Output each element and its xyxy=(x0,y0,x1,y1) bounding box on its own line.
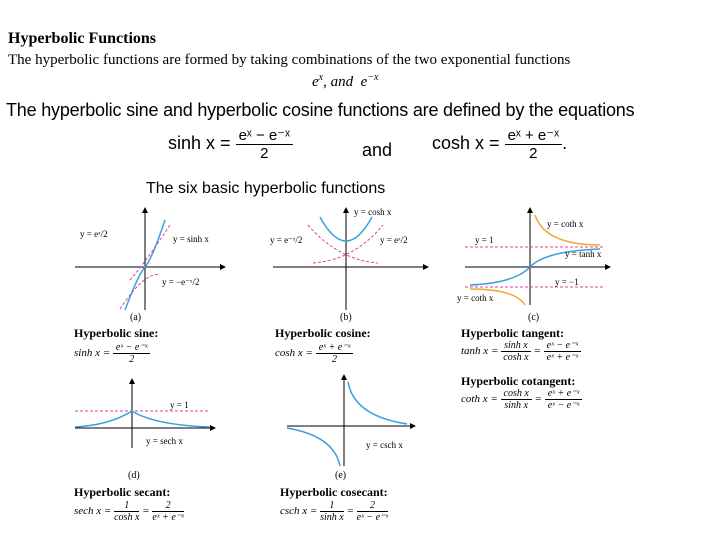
csch-label: y = csch x xyxy=(366,440,403,450)
sinh-label-ex: y = eˣ/2 xyxy=(80,229,108,239)
sech-label-y1: y = 1 xyxy=(170,400,189,410)
formula-tanh: tanh x = $\frac{\text{sinh x}}{\text{cosh x}}$ = $\frac{\text{eˣ − e⁻ˣ}}{\text{eˣ + e⁻ˣ}}$ xyxy=(461,340,581,363)
and-word: and xyxy=(362,140,393,160)
sinh-label-emx: y = −e⁻ˣ/2 xyxy=(162,277,200,287)
sinh-graph xyxy=(70,205,230,315)
page-heading: Hyperbolic Functions xyxy=(8,30,157,47)
cosh-equation: cosh x = $\frac{\text{eˣ + e⁻ˣ}}{2}$ . xyxy=(432,127,568,162)
sech-label-sech: y = sech x xyxy=(146,436,183,446)
sub-c: (c) xyxy=(528,312,540,323)
sinh-label-sinh: y = sinh x xyxy=(173,234,209,244)
tanh-label-tanh: y = tanh x xyxy=(565,249,602,259)
name-sinh: Hyperbolic sine: xyxy=(74,326,159,340)
formula-coth: coth x = $\frac{\text{cosh x}}{\text{sinh x}}$ = $\frac{\text{eˣ + e⁻ˣ}}{\text{eˣ − e⁻ˣ}}$ xyxy=(461,388,582,411)
intro-text: The hyperbolic functions are formed by taking combinations of the two exponential functions xyxy=(8,52,571,68)
cosh-graph xyxy=(268,205,433,315)
cosh-label-cosh: y = cosh x xyxy=(354,207,392,217)
formula-sinh: sinh x = $\frac{\text{eˣ − e⁻ˣ}}{2}$ xyxy=(74,342,150,365)
tanh-graph xyxy=(455,205,625,310)
exponential-functions: $e^x$, and $e^{-x}$ xyxy=(312,72,379,90)
sub-a: (a) xyxy=(130,312,142,323)
sinh-equation: sinh x = $\frac{\text{eˣ − e⁻ˣ}}{2}$ xyxy=(168,126,293,162)
formula-cosh: cosh x = $\frac{\text{eˣ + e⁻ˣ}}{2}$ xyxy=(275,342,353,365)
name-cosh: Hyperbolic cosine: xyxy=(275,326,371,340)
name-sech: Hyperbolic secant: xyxy=(74,485,171,499)
sub-b: (b) xyxy=(340,312,352,323)
sub-e: (e) xyxy=(335,470,347,481)
cosh-label-ex: y = eˣ/2 xyxy=(380,235,408,245)
name-tanh: Hyperbolic tangent: xyxy=(461,326,564,340)
name-coth: Hyperbolic cotangent: xyxy=(461,374,576,388)
tanh-label-y1: y = 1 xyxy=(475,235,494,245)
definition-line: The hyperbolic sine and hyperbolic cosine functions are defined by the equations xyxy=(6,100,635,120)
tanh-label-ym1: y = −1 xyxy=(555,277,579,287)
csch-graph xyxy=(282,374,422,469)
six-functions-title: The six basic hyperbolic functions xyxy=(146,180,386,197)
coth-label-bottom: y = coth x xyxy=(457,293,494,303)
coth-label-top: y = coth x xyxy=(547,219,584,229)
formula-csch: csch x = $\frac{1}{\text{sinh x}}$ = $\frac{2}{\text{eˣ − e⁻ˣ}}$ xyxy=(280,500,389,523)
sub-d: (d) xyxy=(128,470,140,481)
formula-sech: sech x = $\frac{1}{\text{cosh x}}$ = $\frac{2}{\text{eˣ + e⁻ˣ}}$ xyxy=(74,500,184,523)
cosh-label-emx: y = e⁻ˣ/2 xyxy=(270,235,303,245)
sech-graph xyxy=(70,378,225,453)
name-csch: Hyperbolic cosecant: xyxy=(280,485,388,499)
